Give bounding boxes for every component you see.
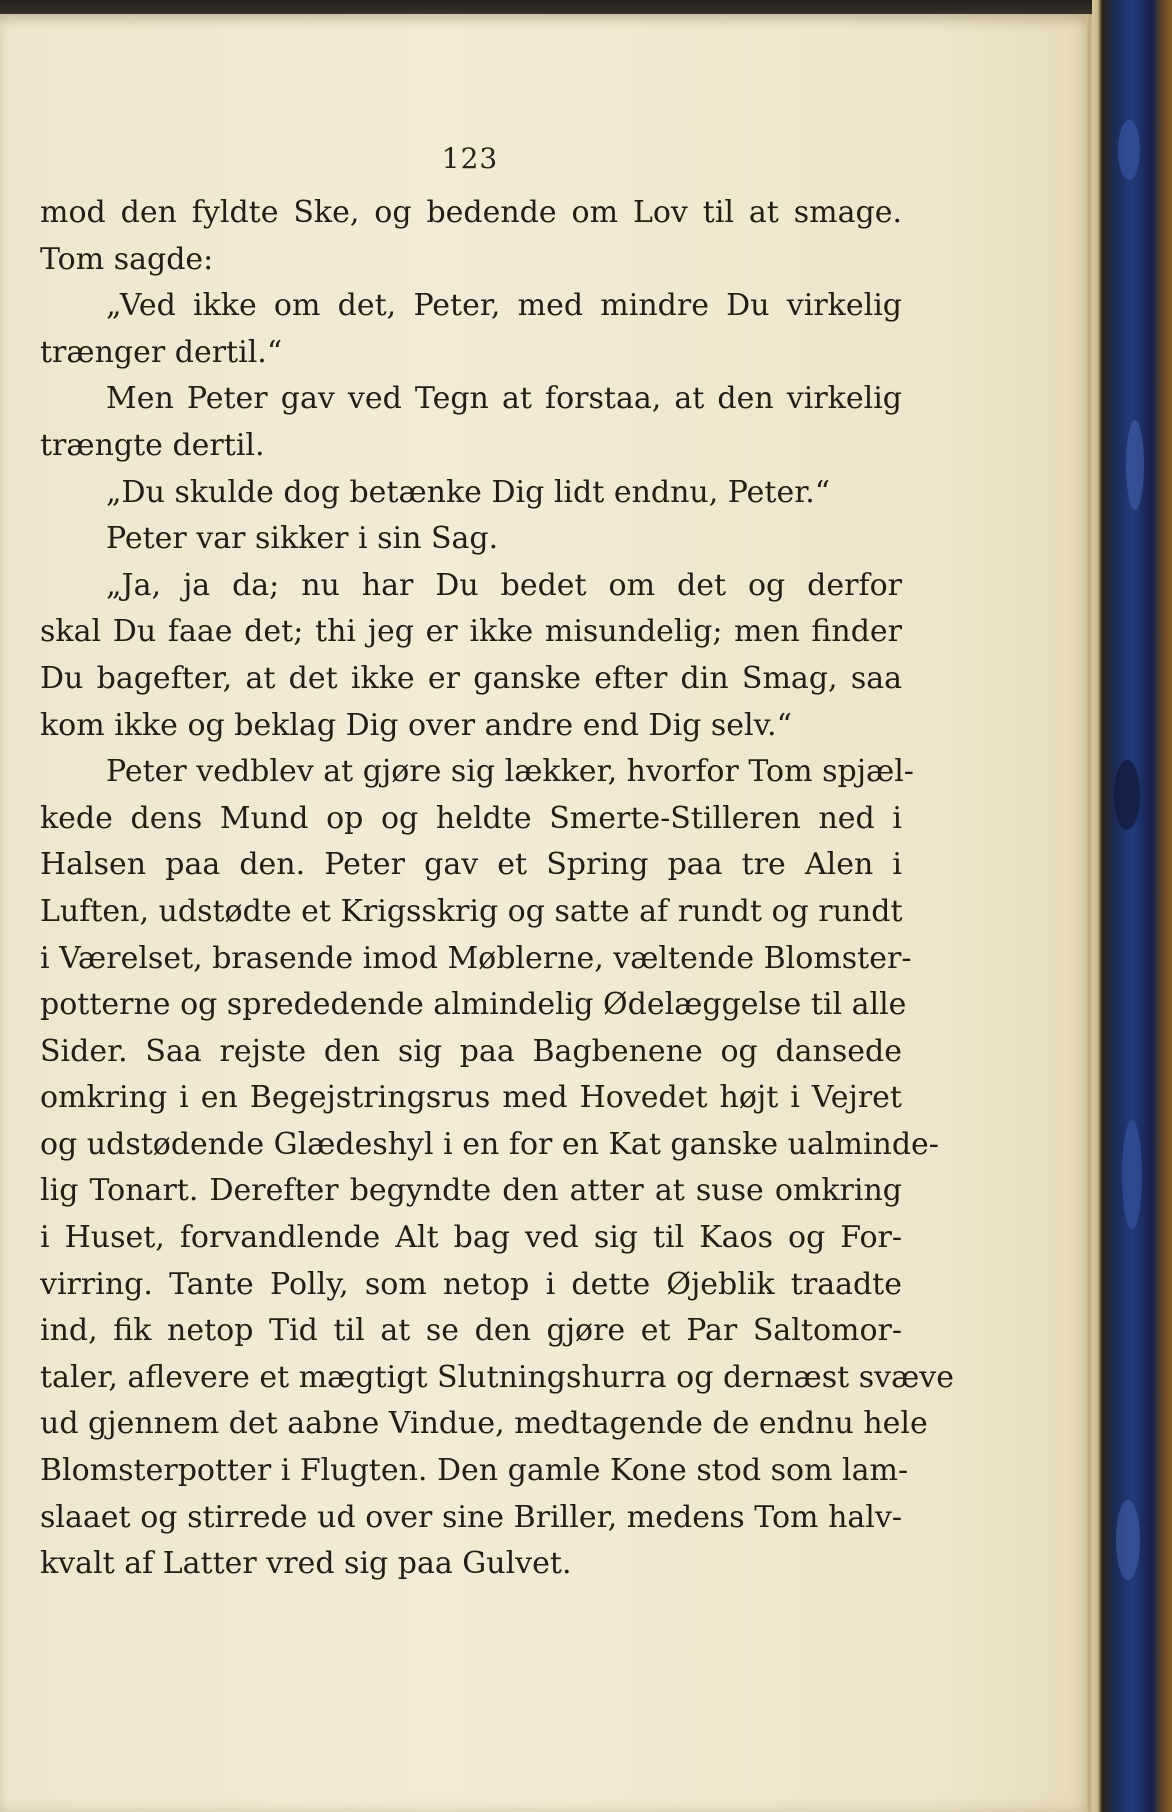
text-line: Peter vedblev at gjøre sig lækker, hvorfor Tom spjæl- (106, 754, 914, 790)
text-line: potterne og sprededende almindelig Ødelæggelse til alle (40, 987, 907, 1023)
text-line: virring. Tante Polly, som netop i dette Øjeblik traadte (40, 1266, 902, 1302)
text-line: skal Du faae det; thi jeg er ikke misundelig; men finder (40, 614, 902, 650)
text-line: „Ja, ja da; nu har Du bedet om det og derfor (106, 567, 902, 603)
text-line: lig Tonart. Derefter begyndte den atter at suse omkring (40, 1173, 902, 1209)
text-line: omkring i en Begejstringsrus med Hovedet højt i Vejret (40, 1080, 902, 1116)
text-line: mod den fyldte Ske, og bedende om Lov til at smage. (40, 195, 902, 230)
text-line: Tom sagde: (40, 241, 214, 277)
text-line: Luften, udstødte et Krigsskrig og satte af rundt og rundt (40, 893, 903, 929)
text-line: trængte dertil. (40, 427, 265, 463)
text-line: i Værelset, brasende imod Møblerne, væltende Blomster- (40, 940, 912, 976)
text-line: og udstødende Glædeshyl i en for en Kat ganske ualminde- (40, 1126, 939, 1162)
text-line: i Huset, forvandlende Alt bag ved sig til Kaos og For- (40, 1220, 902, 1256)
text-line: „Ved ikke om det, Peter, med mindre Du virkelig (106, 288, 902, 324)
text-line: Du bagefter, at det ikke er ganske efter din Smag, saa (40, 660, 902, 696)
text-line: Halsen paa den. Peter gav et Spring paa tre Alen i (40, 847, 902, 883)
text-line: kvalt af Latter vred sig paa Gulvet. (40, 1546, 572, 1582)
text-line: ud gjennem det aabne Vindue, medtagende de endnu hele (40, 1406, 928, 1442)
text-line: kom ikke og beklag Dig over andre end Dig selv.“ (40, 707, 792, 743)
text-line: ind, fik netop Tid til at se den gjøre et Par Saltomor- (40, 1313, 902, 1349)
body-text (40, 190, 954, 1588)
page-gutter (1086, 14, 1090, 1812)
text-line: Peter var sikker i sin Sag. (106, 521, 499, 557)
book-page (0, 14, 1092, 1812)
text-line: „Du skulde dog betænke Dig lidt endnu, Peter.“ (106, 474, 831, 510)
text-line: Sider. Saa rejste den sig paa Bagbenene og dansede (40, 1033, 902, 1069)
page-number: 123 (441, 142, 499, 175)
text-line: trænger dertil.“ (40, 334, 283, 370)
text-line: taler, aflevere et mægtigt Slutningshurra og dernæst svæve (40, 1359, 954, 1395)
text-line: kede dens Mund op og heldte Smerte-Stilleren ned i (40, 800, 902, 836)
text-line: slaaet og stirrede ud over sine Briller, medens Tom halv- (40, 1499, 902, 1535)
text-line: Men Peter gav ved Tegn at forstaa, at den virkelig (106, 381, 902, 417)
text-line: Blomsterpotter i Flugten. Den gamle Kone stod som lam- (40, 1453, 909, 1489)
book-cover-edge (1092, 0, 1172, 1812)
